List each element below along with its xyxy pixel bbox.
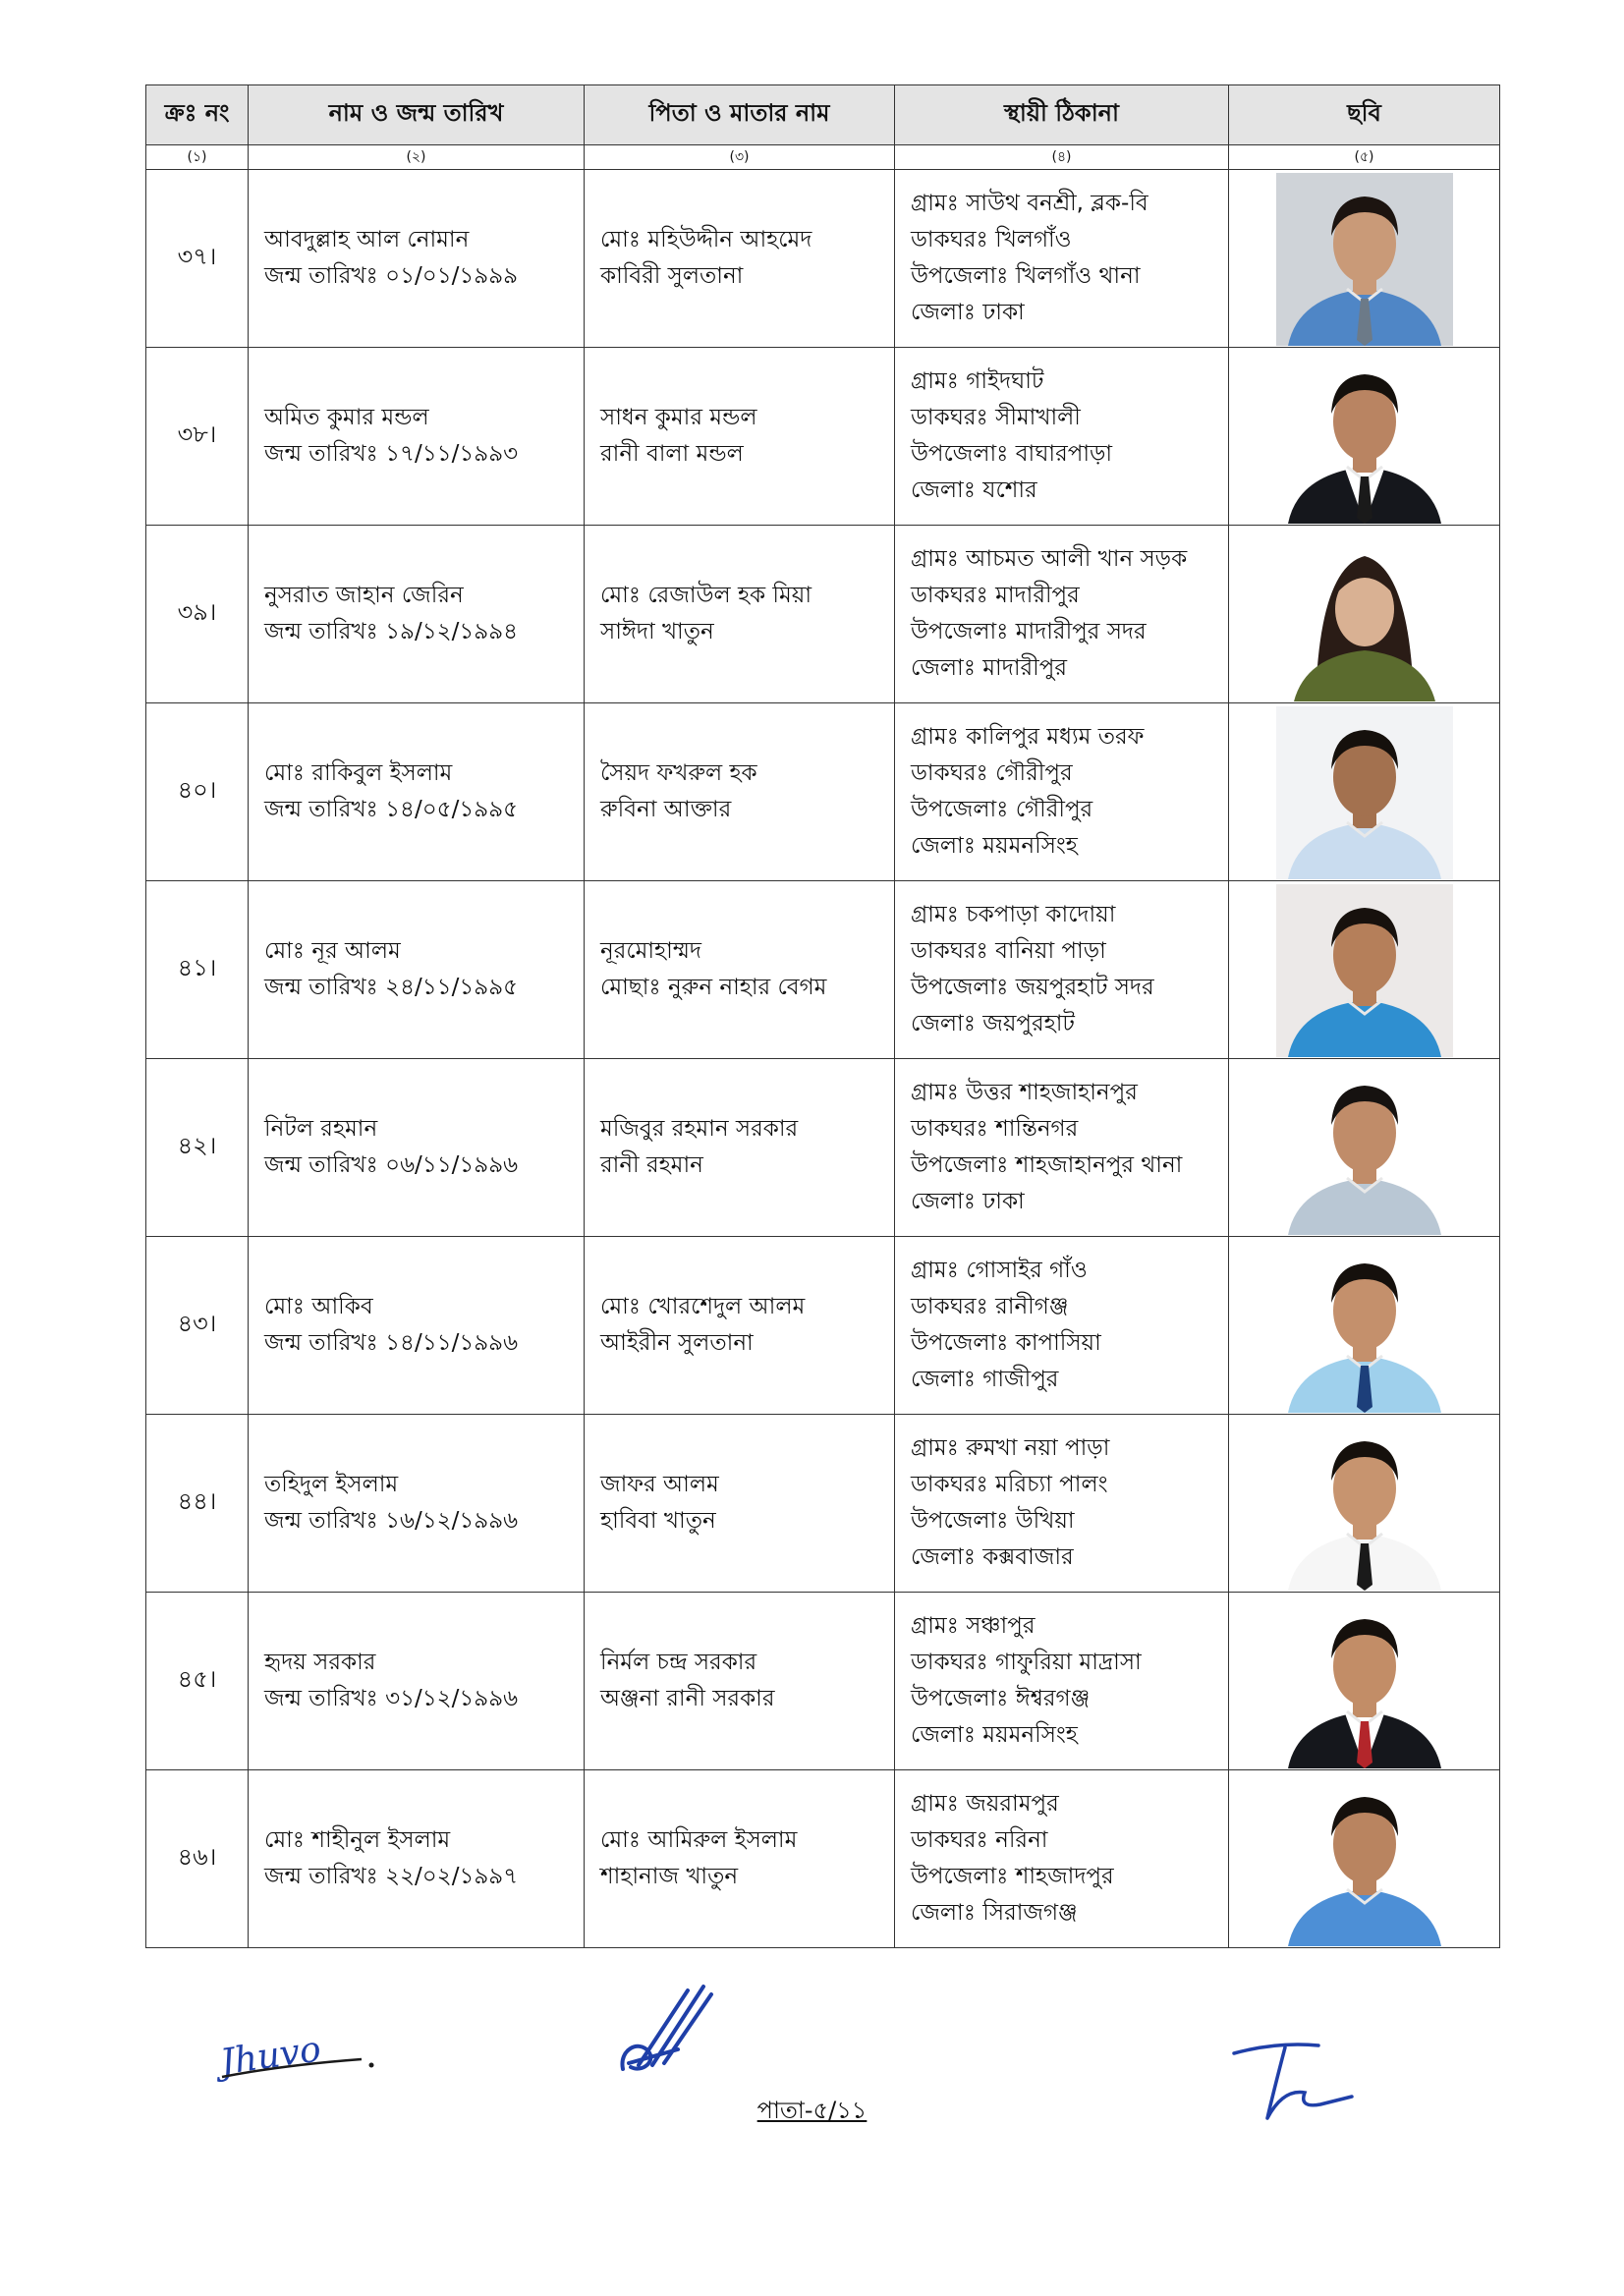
column-number: (৩) [585, 145, 895, 170]
serial-number: ৪৩। [146, 1237, 249, 1415]
mother-name: কাবিরী সুলতানা [600, 263, 744, 289]
address-cell [895, 1593, 1229, 1770]
photo-cell [1229, 348, 1500, 526]
village: গ্রামঃ জয়রামপুর [911, 1791, 1059, 1817]
header-photo: ছবি [1229, 85, 1500, 145]
applicant-name: হৃদয় সরকার [264, 1650, 376, 1675]
serial-number: ৪৬। [146, 1770, 249, 1948]
header-serial: ক্রঃ নং [146, 85, 249, 145]
mother-name: শাহানাজ খাতুন [600, 1864, 739, 1889]
serial-number: ৪২। [146, 1059, 249, 1237]
father-name: নূরমোহাম্মদ [600, 938, 701, 964]
date-of-birth: জন্ম তারিখঃ ৩১/১২/১৯৯৬ [264, 1686, 519, 1711]
serial-number: ৪৪। [146, 1415, 249, 1593]
post-office: ডাকঘরঃ শান্তিনগর [911, 1116, 1079, 1142]
address-cell [895, 1237, 1229, 1415]
table-body [146, 170, 1500, 1948]
father-name: নির্মল চন্দ্র সরকার [600, 1650, 757, 1675]
applicant-name: অমিত কুমার মন্ডল [264, 405, 429, 430]
post-office: ডাকঘরঃ সীমাখালী [911, 405, 1081, 430]
header-name-dob: নাম ও জন্ম তারিখ [249, 85, 585, 145]
signature-center [609, 1971, 727, 2079]
parents-cell [585, 1237, 895, 1415]
upazila: উপজেলাঃ বাঘারপাড়া [911, 441, 1113, 467]
date-of-birth: জন্ম তারিখঃ ০৬/১১/১৯৯৬ [264, 1152, 519, 1178]
upazila: উপজেলাঃ কাপাসিয়া [911, 1330, 1101, 1356]
applicant-name: নুসরাত জাহান জেরিন [264, 583, 464, 608]
name-dob-cell [249, 703, 585, 881]
address-cell [895, 1770, 1229, 1948]
village: গ্রামঃ কালিপুর মধ্যম তরফ [911, 724, 1145, 750]
post-office: ডাকঘরঃ গাফুরিয়া মাদ্রাসা [911, 1650, 1142, 1675]
applicant-name: নিটল রহমান [264, 1116, 378, 1142]
photo-cell [1229, 1593, 1500, 1770]
post-office: ডাকঘরঃ মাদারীপুর [911, 583, 1080, 608]
district: জেলাঃ যশোর [911, 477, 1037, 503]
village: গ্রামঃ গোসাইর গাঁও [911, 1258, 1088, 1283]
name-dob-cell [249, 1415, 585, 1593]
table-row [146, 170, 1500, 348]
address-cell [895, 881, 1229, 1059]
address-cell [895, 170, 1229, 348]
mother-name: রানী বালা মন্ডল [600, 441, 744, 467]
father-name: মজিবুর রহমান সরকার [600, 1116, 799, 1142]
post-office: ডাকঘরঃ মরিচ্যা পালং [911, 1472, 1108, 1497]
photo-cell [1229, 881, 1500, 1059]
parents-cell [585, 170, 895, 348]
father-name: মোঃ রেজাউল হক মিয়া [600, 583, 812, 608]
address-cell [895, 1059, 1229, 1237]
name-dob-cell [249, 170, 585, 348]
column-number: (৫) [1229, 145, 1500, 170]
village: গ্রামঃ চকপাড়া কাদোয়া [911, 902, 1116, 927]
applicant-photo [1276, 1418, 1453, 1591]
post-office: ডাকঘরঃ রানীগঞ্জ [911, 1294, 1069, 1319]
column-number-row [146, 145, 1500, 170]
name-dob-cell [249, 1237, 585, 1415]
applicant-photo [1276, 884, 1453, 1057]
upazila: উপজেলাঃ উখিয়া [911, 1508, 1075, 1534]
table-header-row [146, 85, 1500, 145]
village: গ্রামঃ সাউথ বনশ্রী, ব্লক-বি [911, 191, 1148, 216]
village: গ্রামঃ আচমত আলী খান সড়ক [911, 546, 1188, 572]
table-row [146, 1770, 1500, 1948]
table-row [146, 703, 1500, 881]
photo-cell [1229, 526, 1500, 703]
signature-left [214, 2016, 381, 2095]
name-dob-cell [249, 881, 585, 1059]
photo-cell [1229, 1415, 1500, 1593]
mother-name: রুবিনা আক্তার [600, 797, 732, 822]
father-name: মোঃ মহিউদ্দীন আহমেদ [600, 227, 812, 252]
district: জেলাঃ কক্সবাজার [911, 1544, 1074, 1570]
name-dob-cell [249, 1059, 585, 1237]
applicant-photo [1276, 1062, 1453, 1235]
upazila: উপজেলাঃ মাদারীপুর সদর [911, 619, 1147, 644]
photo-cell [1229, 1237, 1500, 1415]
date-of-birth: জন্ম তারিখঃ ২৪/১১/১৯৯৫ [264, 975, 519, 1000]
table-row [146, 1237, 1500, 1415]
mother-name: হাবিবা খাতুন [600, 1508, 716, 1534]
photo-cell [1229, 1059, 1500, 1237]
signature-center-stroke [622, 1987, 711, 2069]
address-cell [895, 348, 1229, 526]
serial-number: ৪০। [146, 703, 249, 881]
mother-name: সাঈদা খাতুন [600, 619, 714, 644]
father-name: সাধন কুমার মন্ডল [600, 405, 757, 430]
applicant-photo [1276, 1773, 1453, 1946]
applicant-photo [1276, 706, 1453, 879]
father-name: সৈয়দ ফখরুল হক [600, 760, 757, 786]
column-number: (২) [249, 145, 585, 170]
village: গ্রামঃ সঞ্চাপুর [911, 1613, 1036, 1639]
name-dob-cell [249, 1770, 585, 1948]
parents-cell [585, 881, 895, 1059]
post-office: ডাকঘরঃ নরিনা [911, 1827, 1048, 1853]
mother-name: মোছাঃ নুরুন নাহার বেগম [600, 975, 827, 1000]
serial-number: ৪৫। [146, 1593, 249, 1770]
upazila: উপজেলাঃ শাহজাহানপুর থানা [911, 1152, 1183, 1178]
village: গ্রামঃ রুমখা নয়া পাড়া [911, 1435, 1110, 1461]
upazila: উপজেলাঃ ঈশ্বরগঞ্জ [911, 1686, 1091, 1711]
table-row [146, 348, 1500, 526]
photo-cell [1229, 170, 1500, 348]
district: জেলাঃ ময়মনসিংহ [911, 833, 1078, 859]
district: জেলাঃ মাদারীপুর [911, 655, 1067, 681]
parents-cell [585, 1059, 895, 1237]
post-office: ডাকঘরঃ খিলগাঁও [911, 227, 1072, 252]
address-cell [895, 526, 1229, 703]
post-office: ডাকঘরঃ গৌরীপুর [911, 760, 1073, 786]
applicant-name: মোঃ আকিব [264, 1294, 373, 1319]
district: জেলাঃ ঢাকা [911, 300, 1025, 325]
post-office: ডাকঘরঃ বানিয়া পাড়া [911, 938, 1106, 964]
district: জেলাঃ জয়পুরহাট [911, 1011, 1075, 1036]
applicant-name: মোঃ নূর আলম [264, 938, 401, 964]
applicant-table [145, 84, 1500, 1948]
table-row [146, 1593, 1500, 1770]
parents-cell [585, 703, 895, 881]
date-of-birth: জন্ম তারিখঃ ১৯/১২/১৯৯৪ [264, 619, 519, 644]
serial-number: ৩৯। [146, 526, 249, 703]
applicant-photo [1276, 1240, 1453, 1413]
applicant-name: আবদুল্লাহ আল নোমান [264, 227, 470, 252]
serial-number: ৪১। [146, 881, 249, 1059]
parents-cell [585, 1770, 895, 1948]
applicant-photo [1276, 173, 1453, 346]
upazila: উপজেলাঃ গৌরীপুর [911, 797, 1093, 822]
signature-left-text: Jhuvo [217, 2029, 324, 2084]
parents-cell [585, 526, 895, 703]
table-row [146, 1059, 1500, 1237]
address-cell [895, 703, 1229, 881]
upazila: উপজেলাঃ শাহজাদপুর [911, 1864, 1114, 1889]
upazila: উপজেলাঃ জয়পুরহাট সদর [911, 975, 1154, 1000]
district: জেলাঃ ময়মনসিংহ [911, 1722, 1078, 1748]
date-of-birth: জন্ম তারিখঃ ২২/০২/১৯৯৭ [264, 1864, 519, 1889]
applicant-name: মোঃ শাহীনুল ইসলাম [264, 1827, 451, 1853]
date-of-birth: জন্ম তারিখঃ ১৭/১১/১৯৯৩ [264, 441, 519, 467]
mother-name: অঞ্জনা রানী সরকার [600, 1686, 775, 1711]
signature-left-dot [369, 2063, 374, 2068]
district: জেলাঃ ঢাকা [911, 1189, 1025, 1214]
serial-number: ৩৮। [146, 348, 249, 526]
father-name: জাফর আলম [600, 1472, 719, 1497]
applicant-photo [1276, 1596, 1453, 1768]
applicant-photo [1276, 351, 1453, 524]
address-cell [895, 1415, 1229, 1593]
header-parents: পিতা ও মাতার নাম [585, 85, 895, 145]
serial-number: ৩৭। [146, 170, 249, 348]
page-footer [0, 2093, 1624, 2132]
parents-cell [585, 1415, 895, 1593]
date-of-birth: জন্ম তারিখঃ ১৬/১২/১৯৯৬ [264, 1508, 519, 1534]
header-address: স্থায়ী ঠিকানা [895, 85, 1229, 145]
date-of-birth: জন্ম তারিখঃ ১৪/১১/১৯৯৬ [264, 1330, 519, 1356]
photo-cell [1229, 1770, 1500, 1948]
upazila: উপজেলাঃ খিলগাঁও থানা [911, 263, 1141, 289]
father-name: মোঃ খোরশেদুল আলম [600, 1294, 806, 1319]
mother-name: আইরীন সুলতানা [600, 1330, 754, 1356]
district: জেলাঃ গাজীপুর [911, 1367, 1059, 1392]
applicant-name: তহিদুল ইসলাম [264, 1472, 399, 1497]
district: জেলাঃ সিরাজগঞ্জ [911, 1900, 1078, 1926]
table-row [146, 1415, 1500, 1593]
table-row [146, 526, 1500, 703]
father-name: মোঃ আমিরুল ইসলাম [600, 1827, 798, 1853]
applicant-photo [1276, 529, 1453, 701]
column-number: (১) [146, 145, 249, 170]
photo-cell [1229, 703, 1500, 881]
name-dob-cell [249, 348, 585, 526]
village: গ্রামঃ গাইদঘাট [911, 368, 1044, 394]
page-number: পাতা-৫/১১ [756, 2097, 868, 2124]
parents-cell [585, 348, 895, 526]
date-of-birth: জন্ম তারিখঃ ০১/০১/১৯৯৯ [264, 263, 519, 289]
table-row [146, 881, 1500, 1059]
parents-cell [585, 1593, 895, 1770]
name-dob-cell [249, 1593, 585, 1770]
village: গ্রামঃ উত্তর শাহজাহানপুর [911, 1080, 1138, 1105]
name-dob-cell [249, 526, 585, 703]
mother-name: রানী রহমান [600, 1152, 703, 1178]
applicant-name: মোঃ রাকিবুল ইসলাম [264, 760, 453, 786]
date-of-birth: জন্ম তারিখঃ ১৪/০৫/১৯৯৫ [264, 797, 519, 822]
column-number: (৪) [895, 145, 1229, 170]
